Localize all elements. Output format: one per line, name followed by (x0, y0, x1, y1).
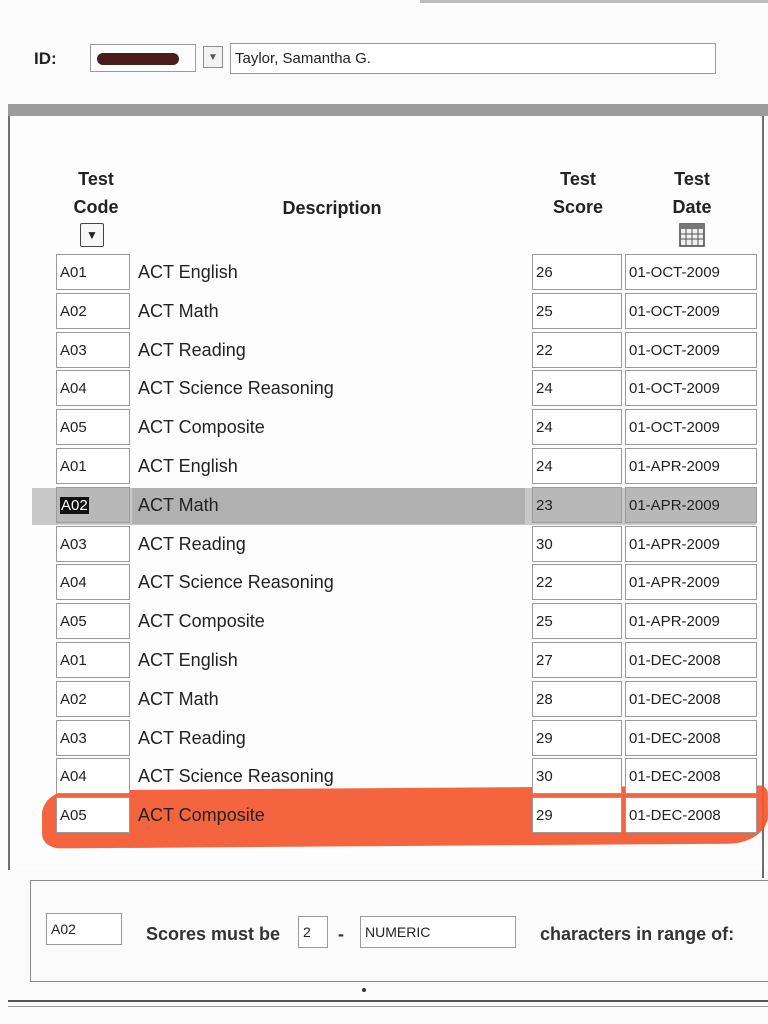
scores-must-be-text: Scores must be (146, 924, 281, 944)
test-date-field[interactable]: 01-DEC-2008 (625, 720, 757, 756)
chevron-down-icon: ▼ (86, 228, 98, 242)
test-code-field[interactable] (56, 293, 130, 329)
test-description: ACT Science Reasoning (138, 765, 334, 786)
table-row[interactable] (0, 603, 768, 641)
test-code-field[interactable] (56, 797, 130, 833)
test-description: ACT Composite (138, 610, 265, 631)
table-row[interactable] (0, 642, 768, 680)
test-score-field[interactable]: 29 (532, 797, 622, 833)
test-description: ACT Science Reasoning (138, 377, 334, 398)
test-code-field[interactable] (56, 681, 130, 717)
test-score-field[interactable]: 24 (532, 409, 622, 445)
test-score-field[interactable]: 28 (532, 681, 622, 717)
test-description: ACT Reading (138, 339, 246, 360)
chevron-down-icon: ▼ (208, 51, 218, 63)
score-length-field[interactable]: 2 (298, 916, 328, 948)
test-date-field[interactable]: 01-DEC-2008 (625, 797, 757, 833)
test-code-field[interactable] (56, 370, 130, 406)
test-date-field[interactable]: 01-DEC-2008 (625, 642, 757, 678)
test-score-field[interactable]: 26 (532, 254, 622, 290)
table-row[interactable] (0, 681, 768, 719)
test-code-value: A04 (60, 379, 87, 397)
test-date-field[interactable]: 01-OCT-2009 (625, 370, 757, 406)
test-code-value: A03 (60, 729, 87, 747)
table-row[interactable] (0, 526, 768, 564)
header-test-date-line2: Date (672, 197, 712, 217)
test-date-field[interactable]: 01-OCT-2009 (625, 332, 757, 368)
test-code-value: A03 (60, 535, 87, 553)
id-lookup-button[interactable] (203, 46, 223, 68)
test-code-value: A01 (60, 651, 87, 669)
test-date-field[interactable]: 01-DEC-2008 (625, 681, 757, 717)
test-code-value: A01 (60, 263, 87, 281)
test-description: ACT Composite (138, 804, 265, 825)
test-score-field[interactable]: 27 (532, 642, 622, 678)
test-code-field[interactable] (56, 758, 130, 794)
header-description: Description (282, 198, 382, 218)
test-score-field[interactable]: 30 (532, 758, 622, 794)
test-code-field[interactable] (56, 526, 130, 562)
test-score-field[interactable]: 25 (532, 603, 622, 639)
table-row[interactable] (0, 720, 768, 758)
test-date-field[interactable]: 01-OCT-2009 (625, 254, 757, 290)
table-row[interactable] (0, 448, 768, 486)
header-test-code (56, 165, 136, 221)
top-border (420, 0, 768, 3)
test-description: ACT Reading (138, 727, 246, 748)
table-row[interactable] (0, 564, 768, 602)
test-code-value: A04 (60, 767, 87, 785)
table-row[interactable] (0, 293, 768, 331)
header-test-score (536, 165, 620, 221)
calendar-icon[interactable] (679, 223, 705, 247)
id-field[interactable] (90, 44, 196, 72)
test-score-field[interactable]: 22 (532, 564, 622, 600)
table-row[interactable] (0, 487, 768, 525)
test-code-field[interactable] (56, 448, 130, 484)
test-date-field[interactable]: 01-OCT-2009 (625, 409, 757, 445)
test-code-field[interactable] (56, 332, 130, 368)
test-date-field[interactable]: 01-APR-2009 (625, 448, 757, 484)
test-code-value: A03 (60, 341, 87, 359)
dash-text: - (338, 924, 344, 944)
test-code-value: A01 (60, 457, 87, 475)
test-code-field[interactable] (56, 720, 130, 756)
test-code-field[interactable] (56, 603, 130, 639)
score-type-field[interactable]: NUMERIC (360, 916, 516, 948)
table-row[interactable] (0, 797, 768, 835)
test-description: ACT Science Reasoning (138, 571, 334, 592)
code-lookup-button[interactable] (80, 223, 104, 247)
test-description: ACT Math (138, 688, 219, 709)
selected-code-field[interactable]: A02 (46, 913, 122, 945)
header-test-score-line2: Score (552, 197, 604, 217)
test-code-value: A04 (60, 573, 87, 591)
test-description: ACT English (138, 261, 238, 282)
header-test-code-line2: Code (73, 197, 119, 217)
test-code-field[interactable] (56, 564, 130, 600)
redacted-id-mark (97, 53, 179, 65)
test-code-value: A02 (60, 302, 87, 320)
header-test-code-line1: Test (78, 169, 114, 189)
test-date-field[interactable]: 01-APR-2009 (625, 564, 757, 600)
test-score-field[interactable]: 22 (532, 332, 622, 368)
test-date-field[interactable]: 01-OCT-2009 (625, 293, 757, 329)
test-description: ACT English (138, 649, 238, 670)
test-code-field[interactable] (56, 409, 130, 445)
id-label: ID: (34, 49, 57, 68)
test-date-field[interactable]: 01-APR-2009 (625, 526, 757, 562)
test-description: ACT English (138, 455, 238, 476)
test-date-field[interactable]: 01-DEC-2008 (625, 758, 757, 794)
test-code-field[interactable] (56, 487, 130, 523)
table-row[interactable] (0, 758, 768, 796)
bottom-border-inner (8, 1006, 768, 1007)
test-description: ACT Math (138, 300, 219, 321)
test-description: ACT Reading (138, 533, 246, 554)
test-code-value: A05 (60, 418, 87, 436)
test-code-value: A05 (60, 612, 87, 630)
test-code-value: A05 (60, 806, 87, 824)
test-date-field[interactable]: 01-APR-2009 (625, 603, 757, 639)
test-score-field[interactable]: 30 (532, 526, 622, 562)
test-code-value: A02 (60, 690, 87, 708)
test-code-field[interactable] (56, 254, 130, 290)
panel-title-bar (8, 104, 768, 116)
test-code-value: A02 (61, 496, 88, 514)
test-code-field[interactable] (56, 642, 130, 678)
table-row[interactable] (0, 254, 768, 292)
test-score-field[interactable]: 23 (532, 487, 622, 523)
test-score-field[interactable]: 25 (532, 293, 622, 329)
test-score-field[interactable]: 24 (532, 370, 622, 406)
page-dot (362, 988, 366, 992)
test-score-field[interactable]: 24 (532, 448, 622, 484)
header-test-score-line1: Test (560, 169, 596, 189)
bottom-border (8, 1000, 768, 1002)
header-test-date (650, 165, 734, 221)
range-text: characters in range of: (540, 924, 735, 944)
table-row[interactable] (0, 332, 768, 370)
table-row[interactable] (0, 409, 768, 447)
header-test-date-line1: Test (674, 169, 710, 189)
student-name-field[interactable]: Taylor, Samantha G. (230, 43, 716, 74)
test-description: ACT Math (138, 494, 219, 515)
table-row[interactable] (0, 370, 768, 408)
test-date-field[interactable]: 01-APR-2009 (625, 487, 757, 523)
test-description: ACT Composite (138, 416, 265, 437)
test-score-field[interactable]: 29 (532, 720, 622, 756)
